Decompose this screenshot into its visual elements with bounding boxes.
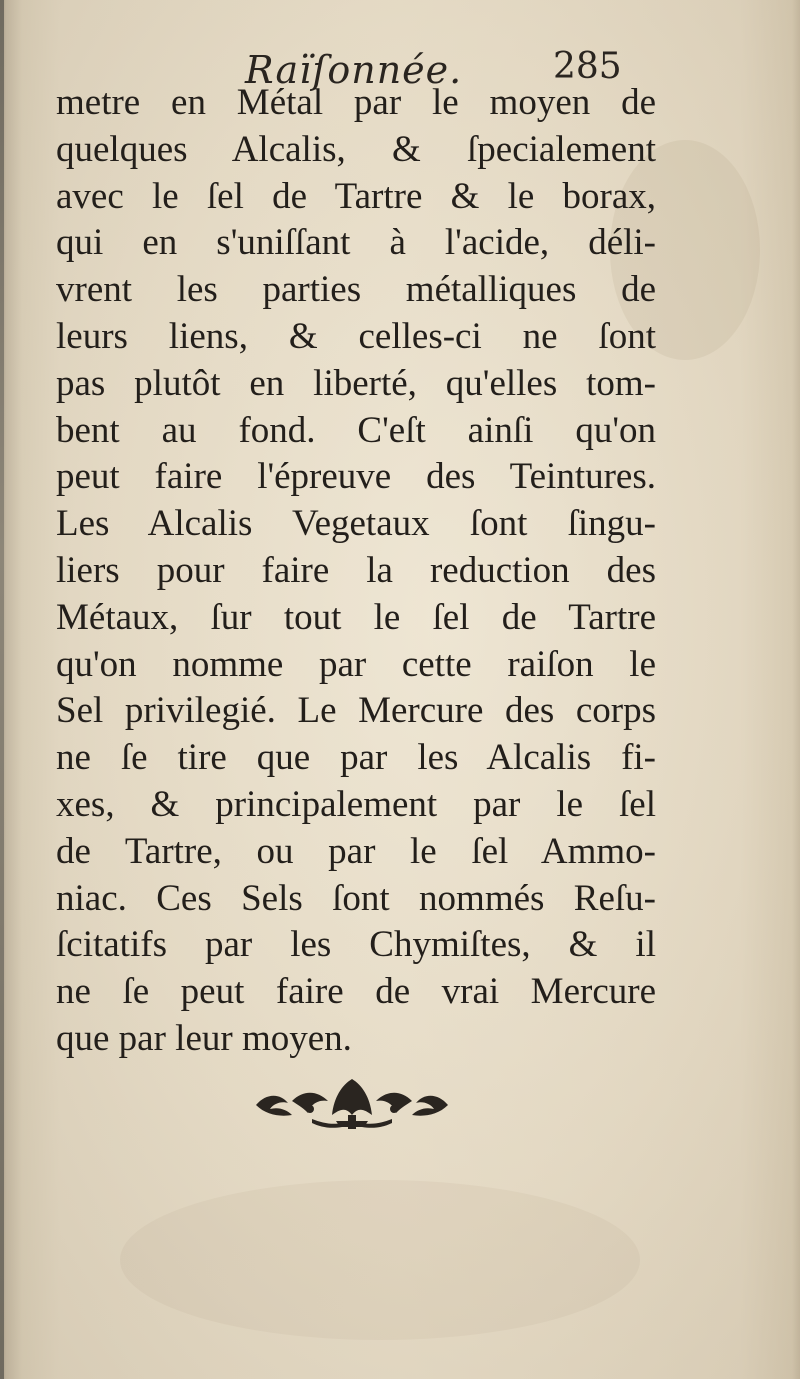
running-title: Raïſonnée. [245, 48, 463, 92]
text-line: bent au fond. C'eſt ainſi qu'on [56, 409, 656, 451]
paper-stain [120, 1180, 640, 1340]
text-line: Métaux, ſur tout le ſel de Tartre [56, 596, 656, 638]
body-text [56, 80, 656, 1063]
text-line: peut faire l'épreuve des Teintures. [56, 456, 656, 498]
text-line: ne ſe peut faire de vrai Mercure [56, 971, 656, 1013]
text-line: niac. Ces Sels ſont nommés Reſu- [56, 877, 656, 919]
text-line: liers pour faire la reduction des [56, 549, 656, 591]
text-line: ſcitatifs par les Chymiſtes, & il [56, 924, 656, 966]
text-line: que par leur moyen. [56, 1017, 352, 1059]
text-line: qui en s'uniſſant à l'acide, déli- [56, 222, 656, 264]
text-line: avec le ſel de Tartre & le borax, [56, 175, 656, 217]
printer-ornament-icon [252, 1075, 452, 1135]
text-line: ne ſe tire que par les Alcalis fi- [56, 737, 656, 779]
text-line: qu'on nomme par cette raiſon le [56, 643, 656, 685]
page-gutter-edge [0, 0, 4, 1379]
text-line: Les Alcalis Vegetaux ſont ſingu- [56, 503, 656, 545]
text-line: Sel privilegié. Le Mercure des corps [56, 690, 656, 732]
text-line: quelques Alcalis, & ſpecialement [56, 128, 656, 170]
text-line: de Tartre, ou par le ſel Ammo- [56, 830, 656, 872]
text-line: xes, & principalement par le ſel [56, 783, 656, 825]
text-line: leurs liens, & celles-ci ne ſont [56, 315, 656, 357]
text-line: pas plutôt en liberté, qu'elles tom- [56, 362, 656, 404]
text-line: metre en Métal par le moyen de [56, 82, 656, 123]
page-number: 285 [553, 46, 622, 87]
text-line: vrent les parties métalliques de [56, 269, 656, 311]
